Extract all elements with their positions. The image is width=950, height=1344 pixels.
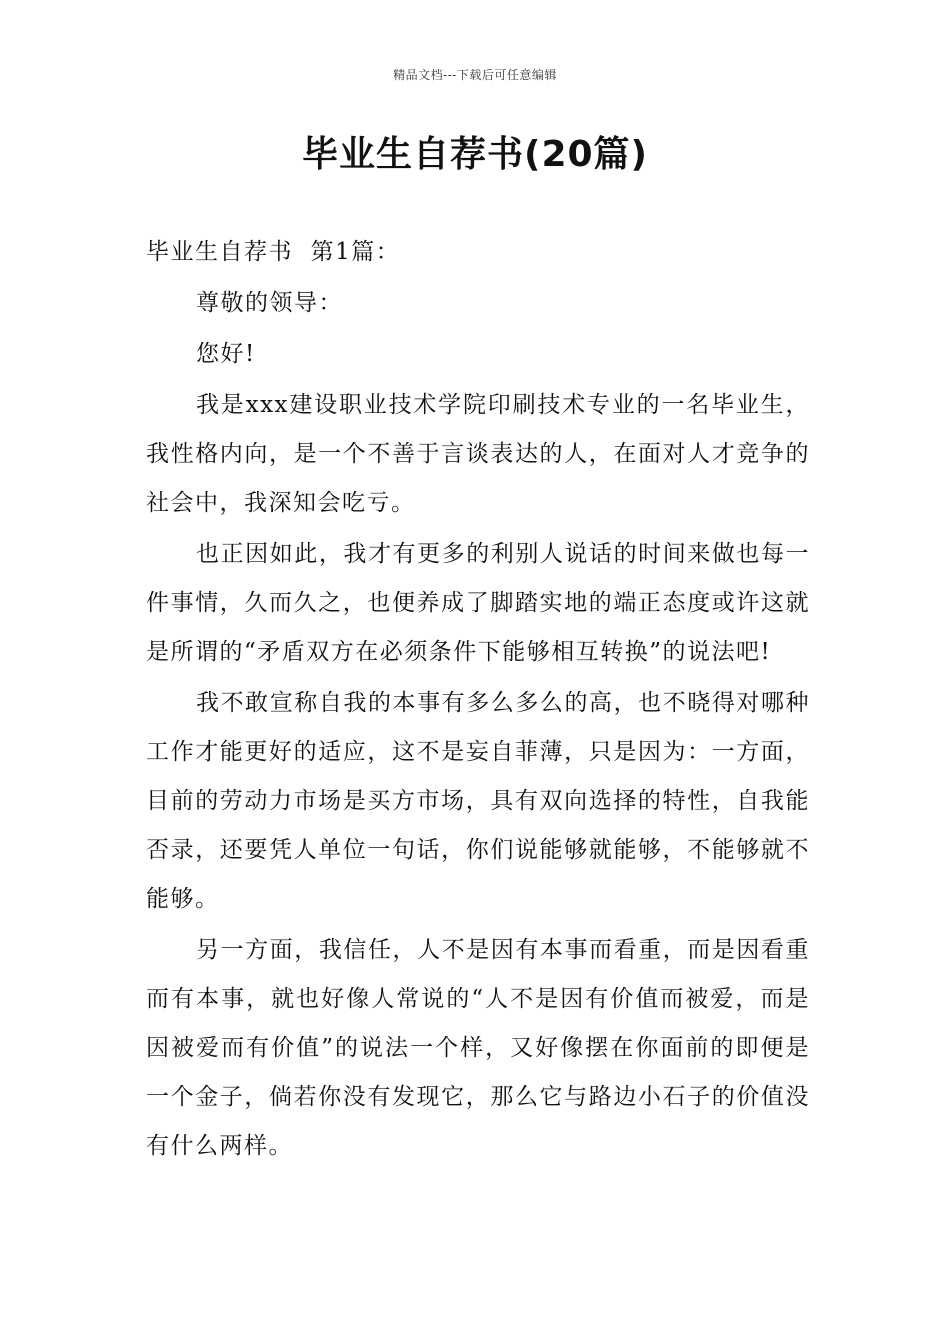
greeting: 您好! [196, 341, 256, 367]
section-heading: 毕业生自荐书 第1篇： [146, 239, 401, 265]
header-note: 精品文档---下载后可任意编辑 [393, 68, 557, 82]
document-body [146, 228, 810, 1171]
paragraph-3: 我不敢宣称自我的本事有多么多么的高，也不晓得对哪种工作才能更好的适应，这不是妄自菲薄，只是因为：一方面，目前的劳动力市场是买方市场，具有双向选择的特性，自我能否录，还要凭人单位一句话，你们说能够就能够，不能够就不能够。 [146, 690, 810, 912]
salutation: 尊敬的领导： [196, 290, 343, 316]
paragraph-2: 也正因如此，我才有更多的利别人说话的时间来做也每一件事情，久而久之，也便养成了脚踏实地的端正态度或许这就是所谓的“矛盾双方在必须条件下能够相互转换”的说法吧! [146, 541, 810, 665]
paragraph-4: 另一方面，我信任，人不是因有本事而看重，而是因看重而有本事，就也好像人常说的“人不是因有价值而被爱，而是因被爱而有价值”的说法一个样，又好像摆在你面前的即便是一个金子，倘若你没有发现它，那么它与路边小石子的价值没有什么两样。 [146, 937, 810, 1159]
paragraph-1: 我是xxx建设职业技术学院印刷技术专业的一名毕业生，我性格内向，是一个不善于言谈表达的人，在面对人才竞争的社会中，我深知会吃亏。 [146, 392, 810, 516]
document-title: 毕业生自荐书(20篇) [301, 134, 648, 175]
